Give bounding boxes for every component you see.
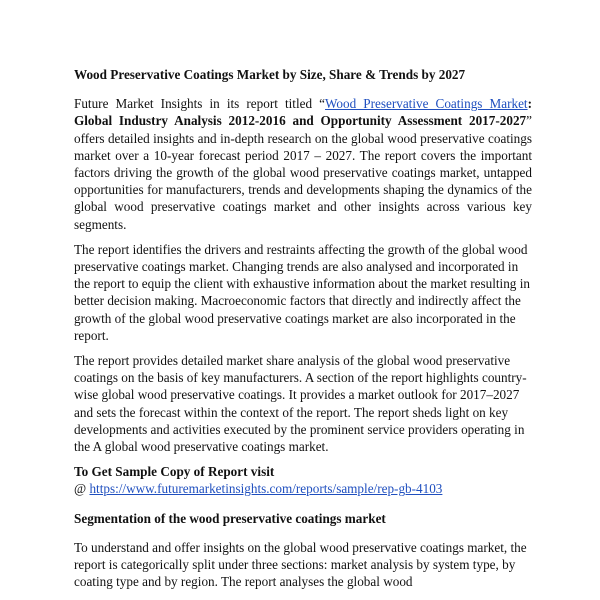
sample-copy-heading: To Get Sample Copy of Report visit <box>74 464 275 480</box>
sample-report-link[interactable]: https://www.futuremarketinsights.com/reports/sample/rep-gb-4103 <box>89 481 443 497</box>
document-title: Wood Preservative Coatings Market by Size, Share & Trends by 2027 <box>74 67 466 82</box>
paragraph-drivers: The report identifies the drivers and restraints affecting the growth of the global wood preservative coatings market. Changing trends are also analysed and incorporated in the report to equip the client with exhaustive information about the market resulting in better decision making. Macroeconomic factors that directly and indirectly affect the growth of the global wood preservative coatings market are also incorporated in the report. <box>74 241 530 343</box>
intro-rest-text: ” offers detailed insights and in-depth research on the global wood preservative coatings market over a 10-year forecast period 2017 – 2027. The report covers the important factors driving the growth of the global wood preservative coatings market, untapped opportunities for manufacturers, trends and developments shaping the dynamics of the global wood preservative coatings market and other insights across various key segments. <box>74 113 532 232</box>
segmentation-heading: Segmentation of the wood preservative coatings market <box>74 510 386 526</box>
document-body <box>74 66 532 598</box>
sample-copy-line <box>74 480 532 497</box>
intro-text: Future Market Insights in its report titled “ <box>74 96 326 112</box>
paragraph-market-share: The report provides detailed market share analysis of the global wood preservative coatings on the basis of key manufacturers. A section of the report highlights country-wise global wood preservative coatings. It provides a market outlook for 2017–2027 and sets the forecast within the context of the report. The report sheds light on key developments and activities executed by the prominent service providers operating in the A global wood preservative coatings market. <box>74 353 527 455</box>
report-subtitle: : Global Industry Analysis 2012-2016 and Opportunity Assessment 2017-2027 <box>74 96 532 129</box>
sample-prefix: @ <box>74 481 90 497</box>
report-title-link[interactable]: Wood Preservative Coatings Market <box>325 96 528 112</box>
paragraph-segmentation: To understand and offer insights on the global wood preservative coatings market, the report is categorically split under three sections: market analysis by system type, by coating type and by region. The report analyses the global wood <box>74 539 527 590</box>
paragraph-intro <box>74 95 532 233</box>
